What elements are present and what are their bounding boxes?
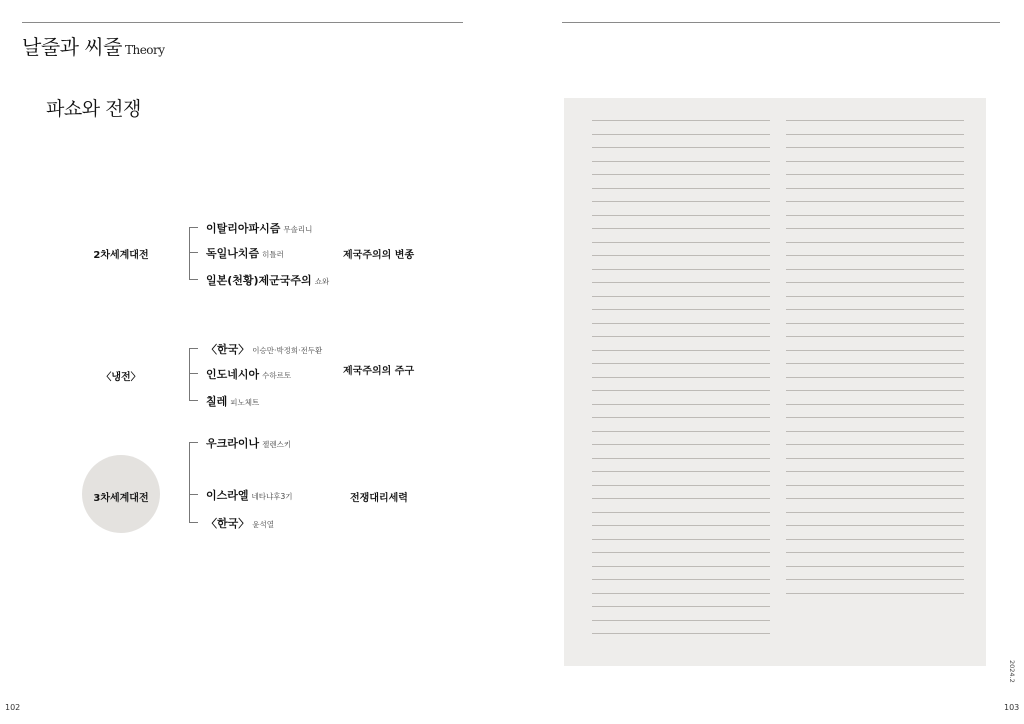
bracket-line: [189, 442, 198, 443]
diagram-item: 일본(천황)제군국주의 쇼와: [206, 274, 330, 287]
section-title: [22, 31, 165, 60]
result-label: 제국주의의 주구: [343, 366, 415, 377]
section-title-en: Theory: [124, 43, 165, 57]
bracket-line: [189, 373, 198, 374]
left-page-number: 102: [5, 703, 21, 712]
result-label: 전쟁대리세력: [350, 493, 408, 504]
body-text-column: [786, 120, 964, 650]
diagram-item: 이스라엘 네타냐후3기: [206, 489, 293, 502]
bracket-line: [189, 522, 198, 523]
diagram-item: 인도네시아 수하르토: [206, 368, 292, 381]
bracket-line: [189, 227, 190, 280]
bracket-line: [189, 279, 198, 280]
bracket-line: [189, 227, 198, 228]
left-top-rule: [22, 22, 463, 23]
issue-date: 2024.2: [1008, 660, 1016, 683]
bracket-line: [189, 494, 198, 495]
diagram-item: 〈한국〉 이승만·박정희·전두환: [206, 343, 323, 356]
diagram-item: 칠레 피노체트: [206, 395, 260, 408]
article-title: 파쇼와 전쟁: [46, 98, 141, 120]
era-label: 2차세계대전: [93, 250, 149, 261]
era-label: 3차세계대전: [93, 493, 149, 504]
bracket-line: [189, 252, 198, 253]
bracket-line: [189, 348, 190, 400]
diagram-item: 이탈리아파시즘 무솔리니: [206, 222, 313, 235]
result-label: 제국주의의 변종: [343, 250, 415, 261]
bracket-line: [189, 442, 190, 522]
bracket-line: [189, 400, 198, 401]
section-title-ko: 날줄과 씨줄: [22, 35, 122, 59]
era-label: 〈냉전〉: [101, 372, 141, 383]
diagram-item: 〈한국〉 윤석열: [206, 517, 275, 530]
right-top-rule: [562, 22, 1000, 23]
diagram-item: 독일나치즘 히틀러: [206, 247, 284, 260]
right-page-number: 103: [1004, 703, 1020, 712]
bracket-line: [189, 348, 198, 349]
body-text-column: [592, 120, 770, 650]
diagram-item: 우크라이나 젤렌스키: [206, 437, 292, 450]
